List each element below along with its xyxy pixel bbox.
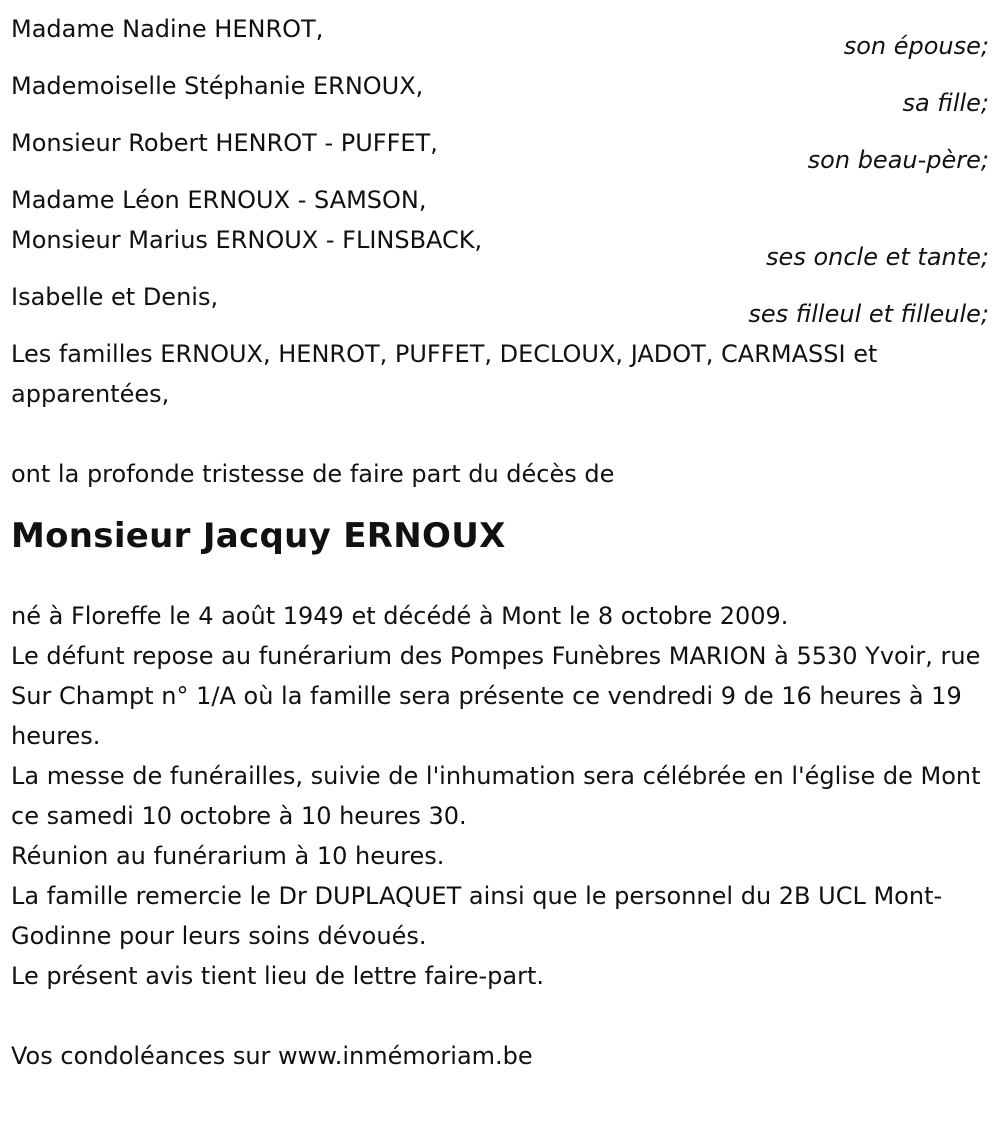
spacer [11, 996, 990, 1036]
family-name: Madame Léon ERNOUX - SAMSON, [11, 186, 427, 214]
family-name: Isabelle et Denis, [11, 283, 219, 311]
family-name: Monsieur Marius ERNOUX - FLINSBACK, [11, 226, 483, 254]
family-member-godchildren [11, 277, 990, 326]
deceased-name: Monsieur Jacquy ERNOUX [11, 516, 506, 556]
family-name: Mademoiselle Stéphanie ERNOUX, [11, 72, 424, 100]
birth-death-details: né à Floreffe le 4 août 1949 et décédé à Mont le 8 octobre 2009. [11, 602, 789, 630]
family-relation: son beau-père; [807, 146, 989, 174]
condolences-link-text: Vos condoléances sur www.inmémoriam.be [11, 1042, 533, 1070]
family-member-father-in-law [11, 123, 990, 172]
spacer [11, 556, 990, 596]
funeral-home-details: Le défunt repose au funérarium des Pompes Funèbres MARION à 5530 Yvoir, rue Sur Champt n° 1/A où la famille sera présente ce vendredi 9 de 16 heures à 19 heures. [11, 642, 981, 750]
family-name: Monsieur Robert HENROT - PUFFET, [11, 129, 438, 157]
family-name: Madame Nadine HENROT, [11, 15, 324, 43]
family-member-daughter [11, 66, 990, 115]
thanks-details: La famille remercie le Dr DUPLAQUET ainsi que le personnel du 2B UCL Mont-Godinne pour leurs soins dévoués. [11, 882, 943, 950]
notice-statement: Le présent avis tient lieu de lettre faire-part. [11, 962, 545, 990]
funeral-mass-details: La messe de funérailles, suivie de l'inhumation sera célébrée en l'église de Mont ce samedi 10 octobre à 10 heures 30. [11, 762, 981, 830]
meeting-details: Réunion au funérarium à 10 heures. [11, 842, 445, 870]
families-text: Les familles ERNOUX, HENROT, PUFFET, DECLOUX, JADOT, CARMASSI et apparentées, [11, 340, 878, 408]
family-member-uncle-aunt [11, 180, 990, 269]
family-relation: ses filleul et filleule; [748, 300, 989, 328]
family-relation: sa fille; [902, 89, 989, 117]
family-relation: ses oncle et tante; [766, 243, 989, 271]
family-relation: son épouse; [843, 32, 989, 60]
family-member-spouse [11, 9, 990, 58]
announcement-text: ont la profonde tristesse de faire part du décès de [11, 460, 615, 488]
spacer [11, 414, 990, 454]
